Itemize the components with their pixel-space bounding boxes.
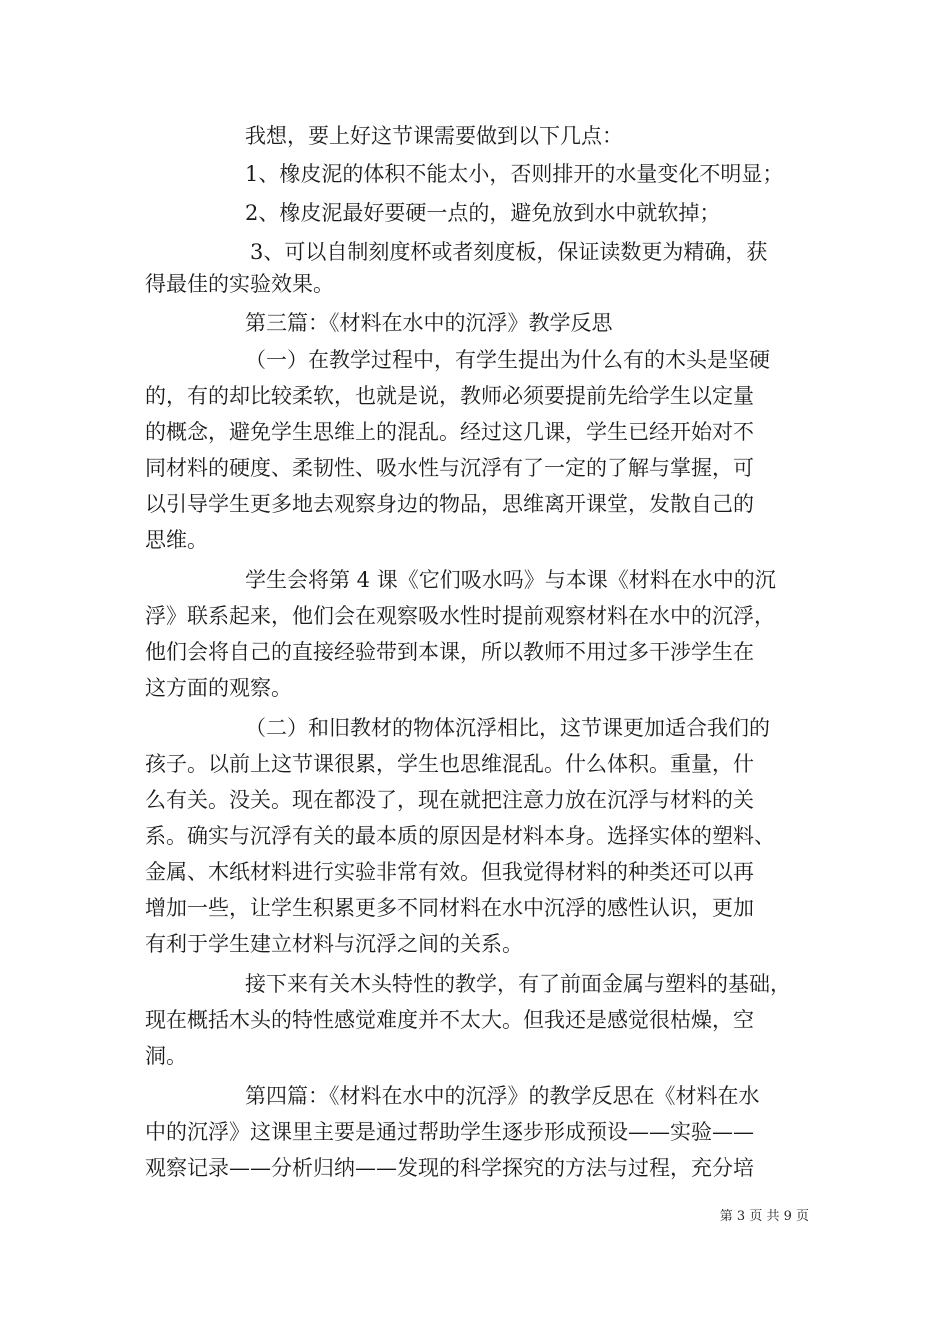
text-line: 么有关。没关。现在都没了，现在就把注意力放在沉浮与材料的关 bbox=[145, 788, 754, 812]
text-line: 的概念，避免学生思维上的混乱。经过这几课，学生已经开始对不 bbox=[145, 420, 754, 444]
text-line: 浮》联系起来，他们会在观察吸水性时提前观察材料在水中的沉浮， bbox=[145, 604, 775, 628]
text-line: 中的沉浮》这课里主要是通过帮助学生逐步形成预设——实验—— bbox=[145, 1120, 754, 1144]
text-line: 的，有的却比较柔软，也就是说，教师必须要提前先给学生以定量 bbox=[145, 384, 754, 408]
text-line: 3、可以自制刻度杯或者刻度板，保证读数更为精确，获 bbox=[250, 240, 768, 264]
text-line: 系。确实与沉浮有关的最本质的原因是材料本身。选择实体的塑料、 bbox=[145, 824, 775, 848]
text-line: 有利于学生建立材料与沉浮之间的关系。 bbox=[145, 932, 523, 956]
text-line: 他们会将自己的直接经验带到本课，所以教师不用过多干涉学生在 bbox=[145, 640, 754, 664]
text-line: 学生会将第 4 课《它们吸水吗》与本课《材料在水中的沉 bbox=[245, 568, 776, 592]
text-line: 观察记录——分析归纳——发现的科学探究的方法与过程，充分培 bbox=[145, 1156, 754, 1180]
text-line: 同材料的硬度、柔韧性、吸水性与沉浮有了一定的了解与掌握，可 bbox=[145, 456, 754, 480]
text-line: 思维。 bbox=[145, 528, 208, 552]
text-line: 接下来有关木头特性的教学，有了前面金属与塑料的基础， bbox=[245, 972, 791, 996]
text-line: 2、橡皮泥最好要硬一点的，避免放到水中就软掉； bbox=[245, 201, 721, 225]
text-line: 金属、木纸材料进行实验非常有效。但我觉得材料的种类还可以再 bbox=[145, 860, 754, 884]
text-line: 洞。 bbox=[145, 1044, 187, 1068]
text-line: 这方面的观察。 bbox=[145, 676, 292, 700]
text-line: （一）在教学过程中，有学生提出为什么有的木头是坚硬 bbox=[245, 348, 770, 372]
text-line: 以引导学生更多地去观察身边的物品，思维离开课堂，发散自己的 bbox=[145, 492, 754, 516]
text-line: 孩子。以前上这节课很累，学生也思维混乱。什么体积。重量，什 bbox=[145, 752, 754, 776]
text-line: 1、橡皮泥的体积不能太小，否则排开的水量变化不明显； bbox=[245, 162, 784, 186]
text-line: 得最佳的实验效果。 bbox=[145, 272, 334, 296]
text-line: 第四篇：《材料在水中的沉浮》的教学反思在《材料在水 bbox=[245, 1084, 760, 1108]
page-number: 第 3 页 共 9 页 bbox=[719, 1209, 809, 1224]
text-line: 现在概括木头的特性感觉难度并不太大。但我还是感觉很枯燥，空 bbox=[145, 1008, 754, 1032]
text-line: （二）和旧教材的物体沉浮相比，这节课更加适合我们的 bbox=[245, 716, 770, 740]
text-line: 增加一些，让学生积累更多不同材料在水中沉浮的感性认识，更加 bbox=[145, 896, 754, 920]
section-heading: 第三篇：《材料在水中的沉浮》教学反思 bbox=[245, 311, 613, 335]
text-line: 我想，要上好这节课需要做到以下几点： bbox=[245, 124, 623, 148]
